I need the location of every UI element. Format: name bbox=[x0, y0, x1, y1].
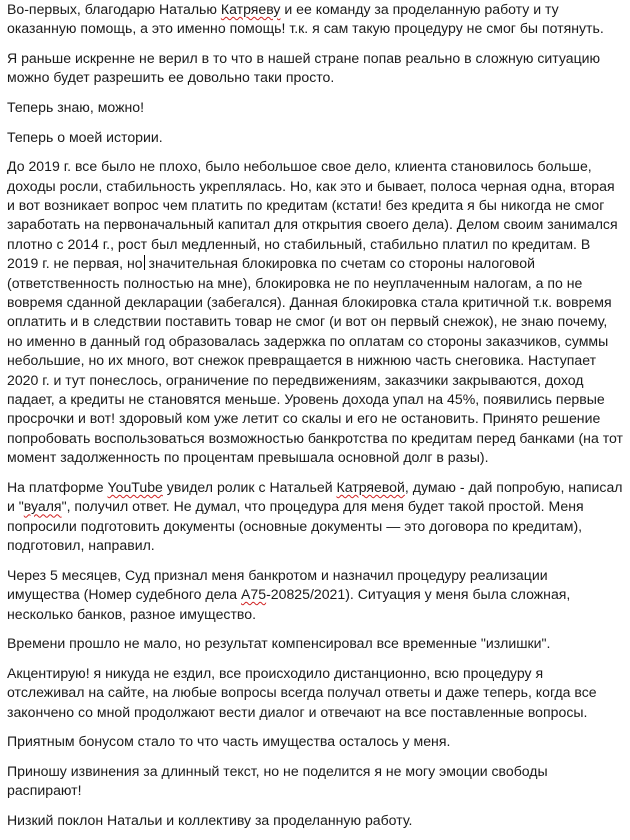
paragraph-thanks: Низкий поклон Натальи и коллективу за проделанную работу. bbox=[7, 811, 413, 828]
paragraph-now-i-know: Теперь знаю, можно! bbox=[7, 99, 145, 115]
paragraph-story-intro: Теперь о моей истории. bbox=[7, 128, 163, 145]
spellcheck-flagged-word[interactable]: Катряеву bbox=[220, 1, 281, 17]
spellcheck-flagged-word[interactable]: YouTube bbox=[107, 478, 163, 495]
paragraph-gratitude: Во-первых, благодарю Наталью Катряеву и ее команду за проделанную работу и ту оказанную помощь, а это именно помощь! т.к. я сам такую процедуру не смог бы потянуть. bbox=[7, 1, 604, 37]
paragraph-bonus: Приятным бонусом стало то что часть имущества осталось у меня. bbox=[7, 733, 451, 750]
spellcheck-flagged-word[interactable]: вуаля bbox=[23, 498, 62, 515]
paragraph-disbelief: Я раньше искренне не верил в то что в нашей стране попав реально в сложную ситуацию можно будет разрешить ее довольно таки просто. bbox=[7, 50, 601, 86]
paragraph-remote: Акцентирую! я никуда не ездил, все происходило дистанционно, всю процедуру я отслеживал на сайте, на любые вопросы всегда получал ответы и даже теперь, когда все закончено со мной продолжают вести диалог и отвечают на все поставленные вопросы. bbox=[7, 664, 597, 720]
paragraph-time-passed: Времени прошло не мало, но результат компенсировал все временные "излишки". bbox=[7, 635, 551, 652]
spellcheck-flagged-word[interactable]: А75 bbox=[241, 586, 267, 603]
spellcheck-flagged-word[interactable]: Катряевой bbox=[336, 478, 405, 495]
paragraph-apology: Приношу извинения за длинный текст, но не поделится я не могу эмоции свободы распирают! bbox=[7, 762, 548, 799]
paragraph-history: До 2019 г. все было не плохо, было небольшое свое дело, клиента становилось больше, доходы росли, стабильность укреплялась. Но, как это и бывает, полоса черная одна, вторая и вот возникает вопрос чем платить по кредитам (кстати! без кредита я бы никогда не смог заработать на первоначальный капитал для открытия своего дела). Делом своим занимался плотно с 2014 г., рост был медленный, но стабильный, стабильно платил по кредитам. В 2019 г. не первая, но значительная блокировка по счетам со стороны налоговой (ответственность полностью на мне), блокировка не по неуплаченным налогам, а по не вовремя сданной декларации (забегался). Данная блокировка стала критичной т.к. вовремя оплатить и в следствии поставить товар не смог (и вот он первый снежок), не знаю почему, но именно в данный год образовалась задержка по оплатам со стороны заказчиков, суммы небольшие, но их много, вот снежок превращается в нижнюю часть снеговика. Наступает 2020 г. и тут понеслось, ограничение по передвижениям, заказчики закрываются, доход падает, а кредиты не становятся меньше. Уровень дохода упал на 45%, появились первые просрочки и вот! здоровый ком уже летит со скалы и его не остановить. Принято решение попробовать воспользоваться возможностью банкротства по кредитам перед банками (на тот момент задолженность по процентам превышала основной долг в разы). bbox=[7, 158, 624, 466]
paragraph-youtube: На платформе YouTube увидел ролик с Натальей Катряевой, думаю - дай попробую, написал и "вуаля", получил ответ. Не думал, что процедура для меня будет такой простой. Меня попросили подготовить документы (основные документы — это договора по кредитам), подготовил, направил. bbox=[7, 478, 623, 554]
paragraph-court: Через 5 месяцев, Суд признал меня банкротом и назначил процедуру реализации имущества (Номер судебного дела А75-20825/2021). Ситуация у меня была сложная, несколько банков, разное имущество. bbox=[7, 566, 571, 622]
